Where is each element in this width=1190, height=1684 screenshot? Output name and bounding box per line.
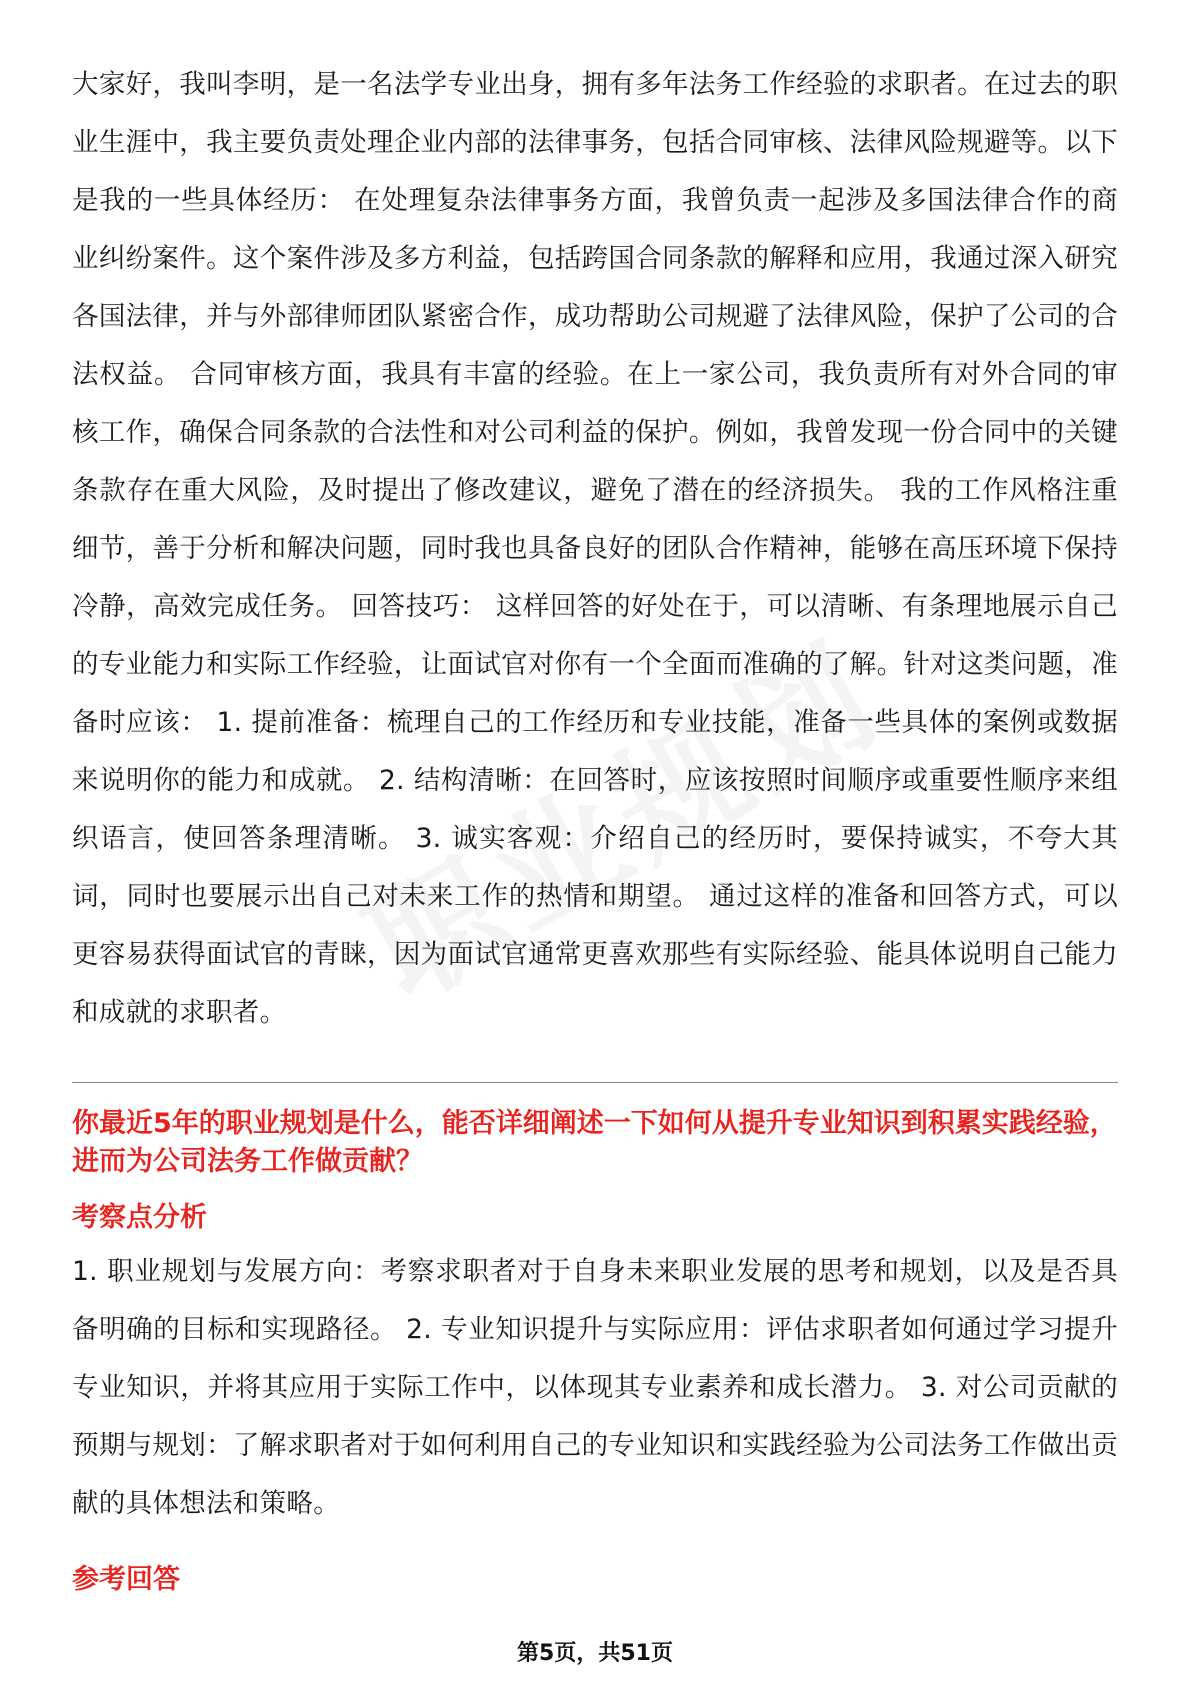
document-page: [72, 56, 1118, 1605]
analysis-text: 1. 职业规划与发展方向：考察求职者对于自身未来职业发展的思考和规划，以及是否具备明确的目标和实现路径。 2. 专业知识提升与实际应用：评估求职者如何通过学习提升专业知识，并将其应用于实际工作中，以体现其专业素养和成长潜力。 3. 对公司贡献的预期与规划：了解求职者对于如何利用自己的专业知识和实践经验为公司法务工作做出贡献的具体想法和策略。: [72, 1256, 1118, 1519]
section-divider: [72, 1082, 1118, 1083]
page-footer: 第5页，共51页: [517, 1641, 673, 1666]
intro-paragraph: 大家好，我叫李明，是一名法学专业出身，拥有多年法务工作经验的求职者。在过去的职业生涯中，我主要负责处理企业内部的法律事务，包括合同审核、法律风险规避等。以下是我的一些具体经历： 在处理复杂法律事务方面，我曾负责一起涉及多国法律合作的商业纠纷案件。这个案件涉及多方利益，包括跨国合同条款的解释和应用，我通过深入研究各国法律，并与外部律师团队紧密合作，成功帮助公司规避了法律风险，保护了公司的合法权益。 合同审核方面，我具有丰富的经验。在上一家公司，我负责所有对外合同的审核工作，确保合同条款的合法性和对公司利益的保护。例如，我曾发现一份合同中的关键条款存在重大风险，及时提出了修改建议，避免了潜在的经济损失。 我的工作风格注重细节，善于分析和解决问题，同时我也具备良好的团队合作精神，能够在高压环境下保持冷静，高效完成任务。 回答技巧： 这样回答的好处在于，可以清晰、有条理地展示自己的专业能力和实际工作经验，让面试官对你有一个全面而准确的了解。针对这类问题，准备时应该： 1. 提前准备：梳理自己的工作经历和专业技能，准备一些具体的案例或数据来说明你的能力和成就。 2. 结构清晰：在回答时，应该按照时间顺序或重要性顺序来组织语言，使回答条理清晰。 3. 诚实客观：介绍自己的经历时，要保持诚实，不夸大其词，同时也要展示出自己对未来工作的热情和期望。 通过这样的准备和回答方式，可以更容易获得面试官的青睐，因为面试官通常更喜欢那些有实际经验、能具体说明自己能力和成就的求职者。: [72, 69, 1118, 1028]
reference-heading: 参考回答: [72, 1564, 180, 1595]
question-heading: 你最近5年的职业规划是什么，能否详细阐述一下如何从提升专业知识到积累实践经验，进而为公司法务工作做贡献？: [72, 1108, 1117, 1177]
analysis-heading: 考察点分析: [72, 1202, 207, 1233]
